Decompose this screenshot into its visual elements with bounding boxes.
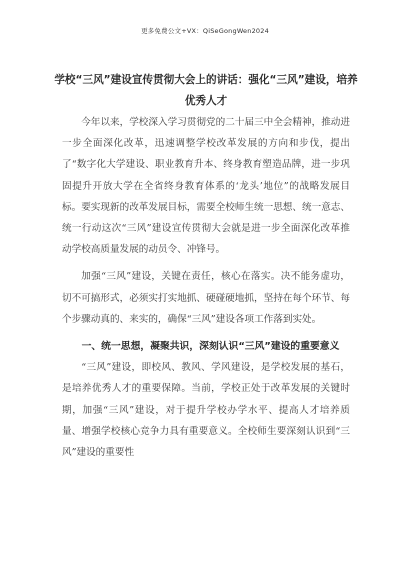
body-paragraph: 加强“三风”建设，关键在责任，核心在落实。决不能务虚功，切不可搞形式，必须实打实地抓、硬碰硬地抓，坚持在每个环节、每个步骤动真的、来实的，确保“三风”建设各项工作落到实处。 (62, 271, 350, 325)
body-paragraph: 今年以来，学校深入学习贯彻党的二十届三中全会精神，推动进一步全面深化改革，迅速调整学校改革发展的方向和步伐，提出了“数字化大学建设、职业教育升本、终身教育塑造品牌，进一步巩固提升开放大学在全省终身教育体系的‘龙头’地位”的战略发展目标。要实现新的改革发展目标，需要全校师生统一思想、统一意志、统一行动这次“三风”建设宣传贯彻大会就是进一步全面深化改革推动学校高质量发展的动员令、冲锋号。 (62, 117, 350, 256)
document-body (62, 112, 350, 463)
body-paragraph: “三风”建设，即校风、教风、学风建设，是学校发展的基石，是培养优秀人才的重要保障。当前，学校正处于改革发展的关键时期，加强“三风”建设，对于提升学校办学水平、提高人才培养质量、增强学校核心竞争力具有重要意义。全校师生要深刻认识到“三风”建设的重要性 (62, 362, 350, 459)
section-heading: 一、统一思想，凝聚共识，深刻认识“三风”建设的重要意义 (81, 341, 340, 353)
document-title: 学校“三风”建设宣传贯彻大会上的讲话：强化“三风”建设，培养优秀人才 (54, 74, 358, 107)
header-note: 更多免费公文+VX：QiSeGongWen2024 (141, 27, 269, 35)
